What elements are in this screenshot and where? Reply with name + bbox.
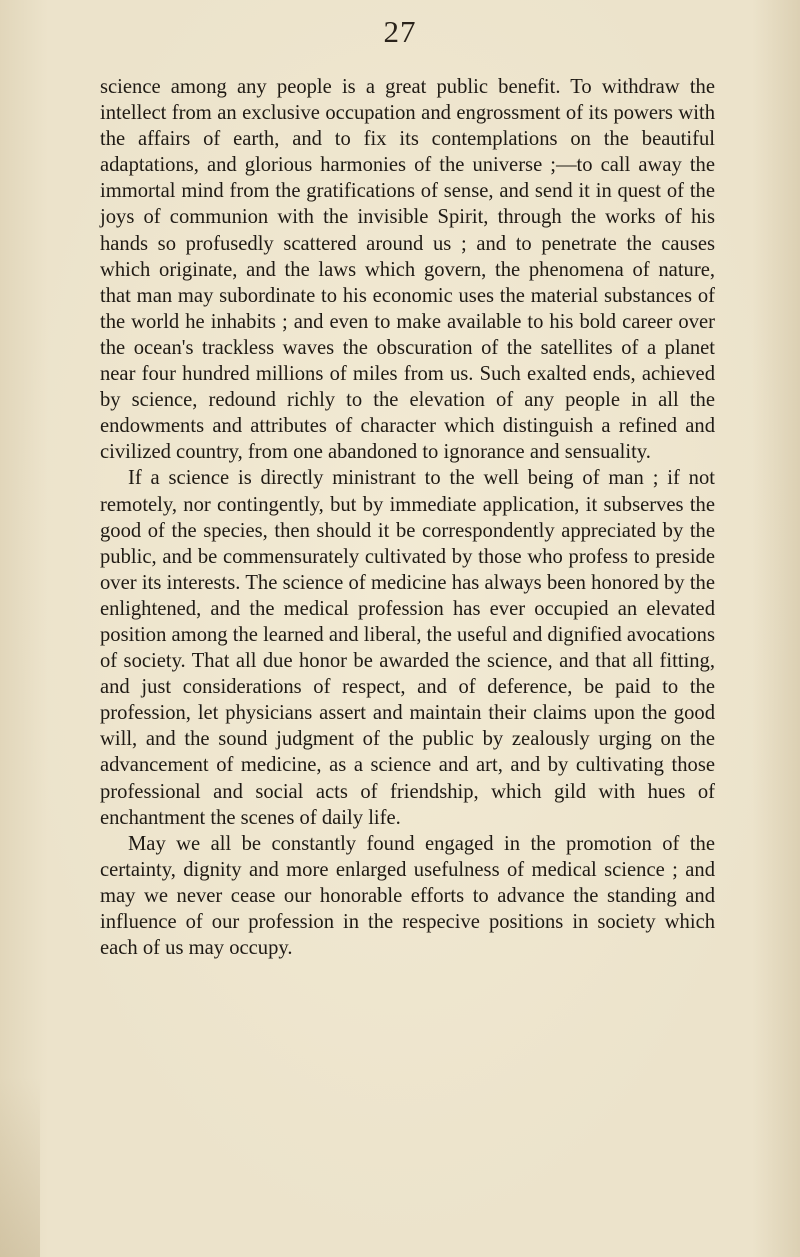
page-edge-stain (0, 1077, 40, 1257)
paragraph-2: If a science is directly ministrant to the well being of man ; if not remotely, nor contingently, but by immediate application, it subserves the good of the species, then should it be correspondently appreciated by the public, and be commensurately cultivated by those who profess to preside over its interests. The science of medicine has always been honored by the enlightened, and the medical profession has ever occupied an elevated position among the learned and liberal, the useful and dignified avocations of society. That all due honor be awarded the science, and that all fitting, and just considerations of respect, and of deference, be paid to the profession, let physicians assert and maintain their claims upon the good will, and the sound judgment of the public by zealously urging on the advancement of medicine, as a science and art, and by cultivating those professional and social acts of friendship, which gild with hues of enchantment the scenes of daily life. (100, 467, 715, 829)
paragraph-1: science among any people is a great public benefit. To withdraw the intellect from an exclusive occupation and engrossment of its powers with the affairs of earth, and to fix its contemplations on the beautiful adaptations, and glorious harmonies of the universe ;—to call away the immortal mind from the gratifications of sense, and send it in quest of the joys of communion with the invisible Spirit, through the works of his hands so profusedly scattered around us ; and to penetrate the causes which originate, and the laws which govern, the phenomena of nature, that man may subordinate to his economic uses the material substances of the world he inhabits ; and even to make available to his bold career over the ocean's trackless waves the obscuration of the satellites of a planet near four hundred millions of miles from us. Such exalted ends, achieved by science, redound richly to the elevation of any people in all the endowments and attributes of character which distinguish a refined and civilized country, from one abandoned to ignorance and sensuality. (100, 76, 715, 464)
page-number: 27 (383, 14, 417, 49)
body-text (100, 74, 715, 961)
paragraph-3: May we all be constantly found engaged in the promotion of the certainty, dignity and more enlarged usefulness of medical science ; and may we never cease our honorable efforts to advance the standing and influence of our profession in the respecive positions in society which each of us may occupy. (100, 832, 715, 960)
